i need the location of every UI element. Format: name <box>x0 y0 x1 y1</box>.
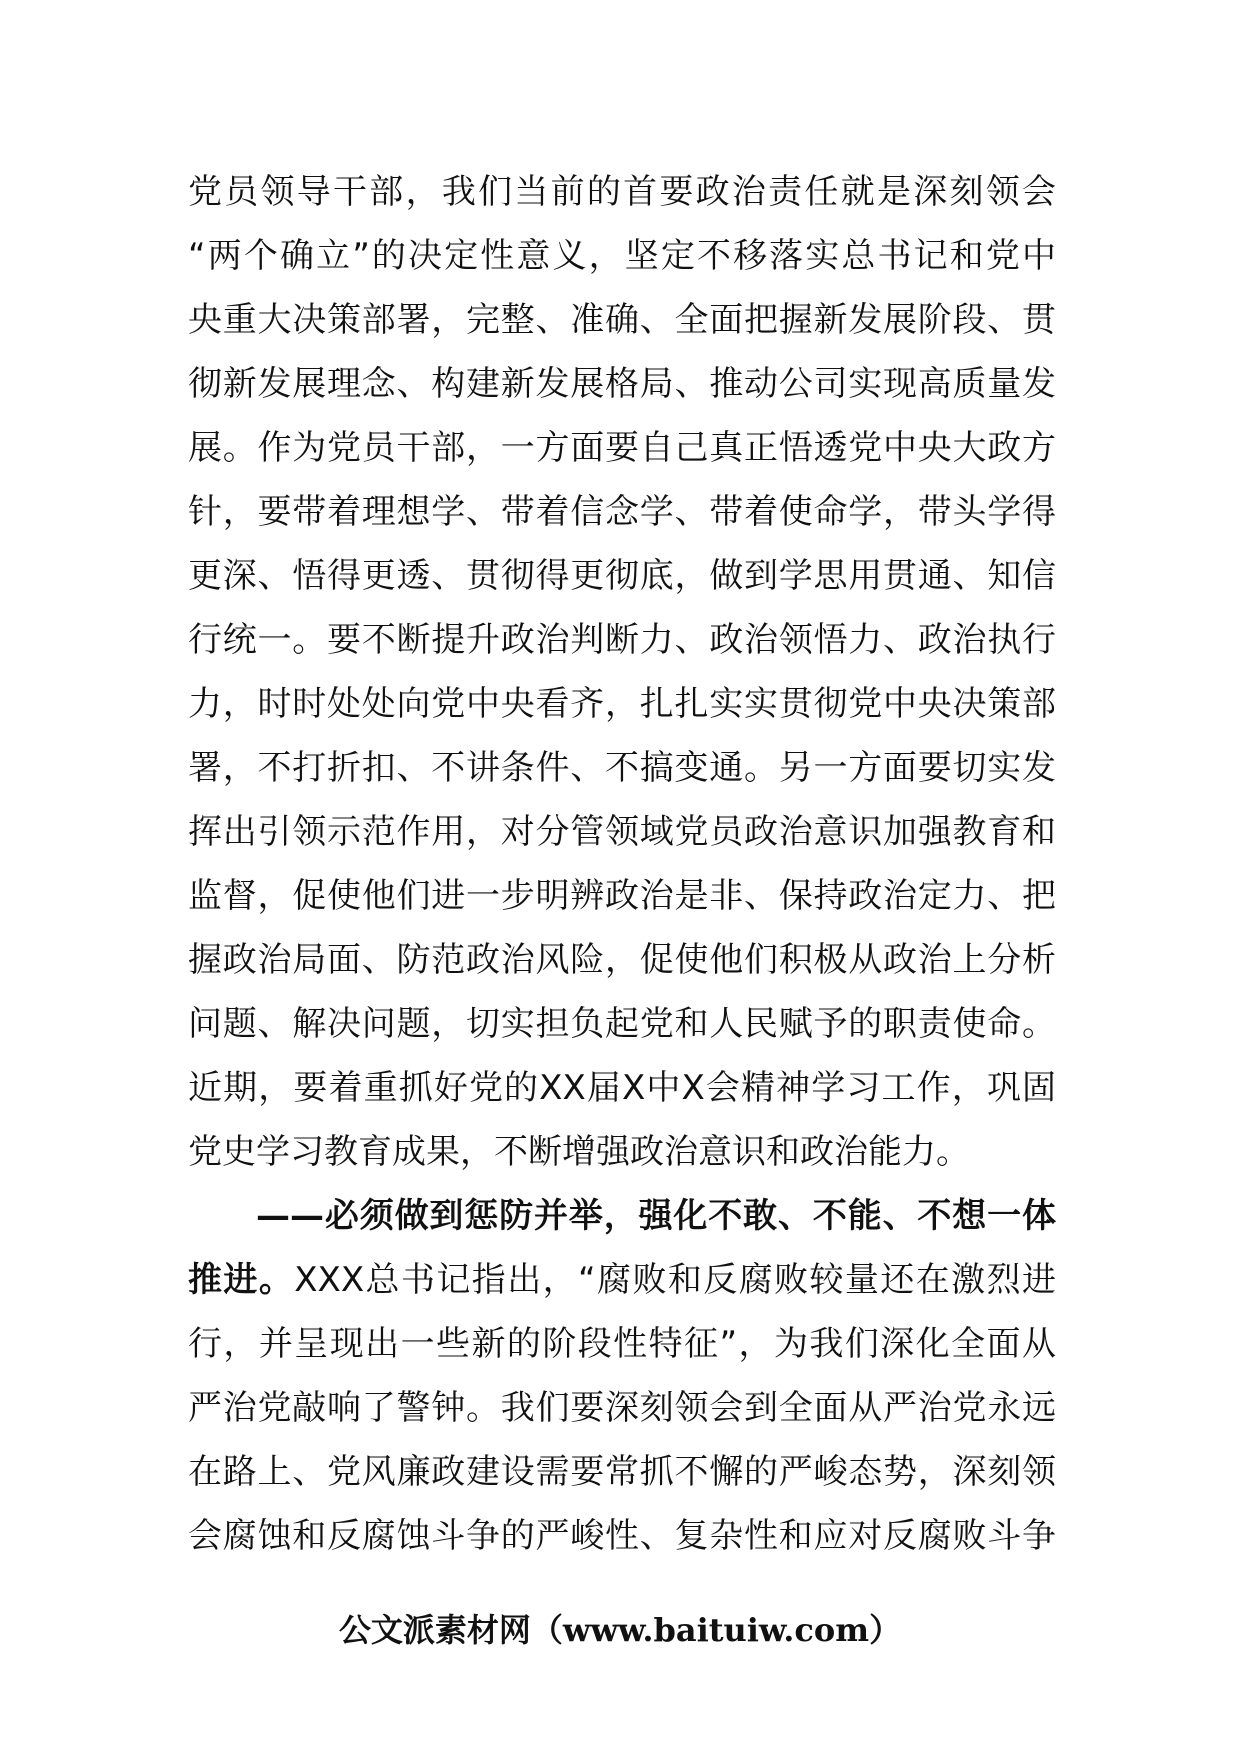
paragraph-line: “两个确立”的决定性意义，坚定不移落实总书记和党中 <box>188 236 1056 276</box>
paragraph-line: 严治党敲响了警钟。我们要深刻领会到全面从严治党永远 <box>188 1388 1056 1428</box>
paragraph-line: 更深、悟得更透、贯彻得更彻底，做到学思用贯通、知信 <box>188 556 1056 596</box>
footer-watermark: 公文派素材网（www.baituiw.com） <box>338 1611 902 1649</box>
paragraph-line <box>188 1248 1056 1312</box>
paragraph-line: 挥出引领示范作用，对分管领域党员政治意识加强教育和 <box>188 812 1056 852</box>
paragraph-line: 党员领导干部，我们当前的首要政治责任就是深刻领会 <box>188 172 1056 212</box>
paragraph-line: 力，时时处处向党中央看齐，扎扎实实贯彻党中央决策部 <box>188 684 1056 724</box>
paragraph-line: 问题、解决问题，切实担负起党和人民赋予的职责使命。 <box>188 1004 1056 1044</box>
body-text <box>188 160 1056 1568</box>
paragraph-line: 针，要带着理想学、带着信念学、带着使命学，带头学得 <box>188 492 1056 532</box>
paragraph-line: 央重大决策部署，完整、准确、全面把握新发展阶段、贯 <box>188 300 1056 340</box>
paragraph-line: 会腐蚀和反腐蚀斗争的严峻性、复杂性和应对反腐败斗争 <box>188 1516 1056 1556</box>
paragraph-line: 彻新发展理念、构建新发展格局、推动公司实现高质量发 <box>188 364 1056 404</box>
paragraph-line: 行，并呈现出一些新的阶段性特征”，为我们深化全面从 <box>188 1324 1056 1364</box>
paragraph-line: 党史学习教育成果，不断增强政治意识和政治能力。 <box>188 1132 970 1172</box>
section-heading: ——必须做到惩防并举，强化不敢、不能、不想一体 <box>256 1196 1056 1236</box>
section-heading-end: 推进。 <box>188 1260 295 1300</box>
paragraph-line: 近期，要着重抓好党的XX届X中X会精神学习工作，巩固 <box>188 1068 1056 1108</box>
paragraph-line: 署，不打折扣、不讲条件、不搞变通。另一方面要切实发 <box>188 748 1056 788</box>
paragraph-line: 监督，促使他们进一步明辨政治是非、保持政治定力、把 <box>188 876 1056 916</box>
paragraph-line: 展。作为党员干部，一方面要自己真正悟透党中央大政方 <box>188 428 1056 468</box>
paragraph-line: 行统一。要不断提升政治判断力、政治领悟力、政治执行 <box>188 620 1056 660</box>
paragraph-line: 在路上、党风廉政建设需要常抓不懈的严峻态势，深刻领 <box>188 1452 1056 1492</box>
paragraph-line-text: XXX总书记指出，“腐败和反腐败较量还在激烈进 <box>294 1260 1056 1300</box>
paragraph-line: 握政治局面、防范政治风险，促使他们积极从政治上分析 <box>188 940 1056 980</box>
